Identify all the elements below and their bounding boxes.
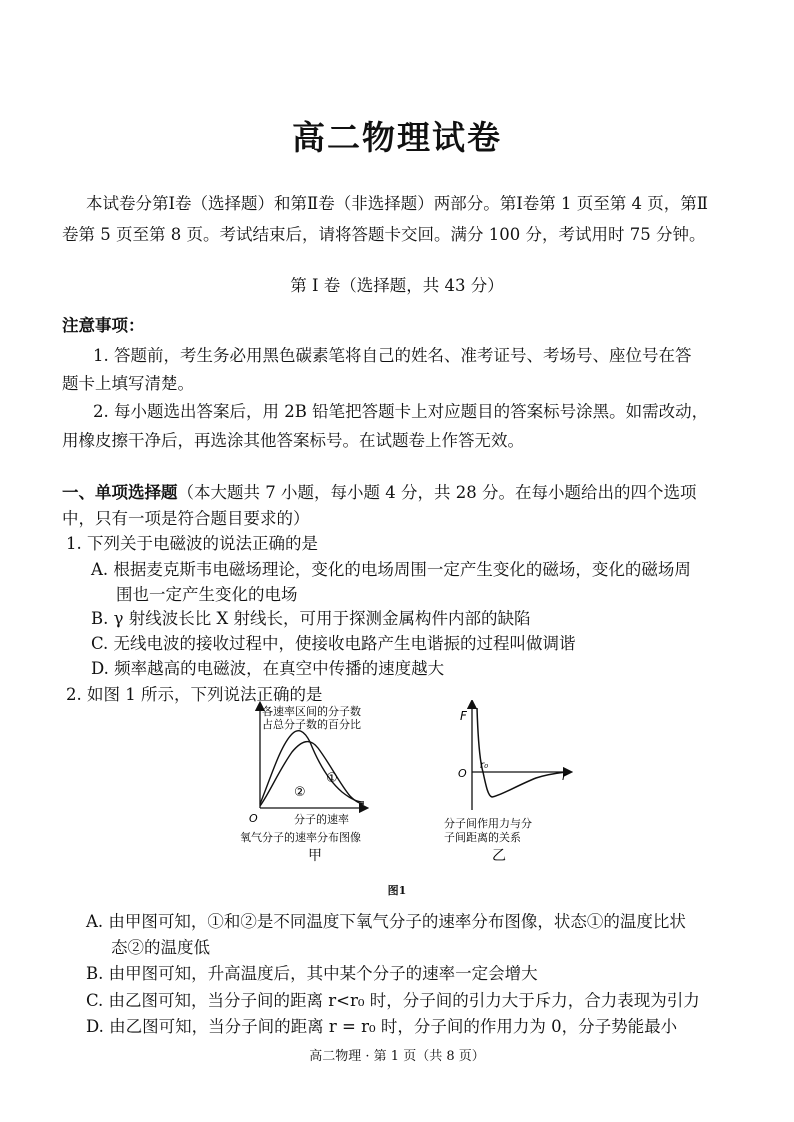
jia-curve-1-label: ① [326,771,338,786]
notes-heading: 注意事项： [62,316,145,335]
q1-option-a-line-1: A. 根据麦克斯韦电磁场理论，变化的电场周围一定产生变化的磁场，变化的磁场周 [91,560,691,579]
part-1-desc-2: 中，只有一项是符合题目要求的） [62,509,310,528]
q2-option-c: C. 由乙图可知，当分子间的距离 r<r₀ 时，分子间的引力大于斥力，合力表现为引力 [86,991,700,1010]
yi-name: 乙 [492,848,506,864]
jia-ylabel-line-2: 占总分子数的百分比 [262,718,361,731]
intro-line-2: 卷第 5 页至第 8 页。考试结束后，请将答题卡交回。满分 100 分，考试用时 75 分钟。 [62,225,706,244]
jia-origin: O [249,812,258,825]
yi-ylabel: F [460,709,467,723]
q1-option-b: B. γ 射线波长比 X 射线长，可用于探测金属构件内部的缺陷 [91,609,531,628]
q2-option-a-line-1: A. 由甲图可知，①和②是不同温度下氧气分子的速率分布图像，状态①的温度比状 [86,912,686,931]
section-title: 第 Ⅰ 卷（选择题，共 43 分） [290,276,504,295]
intro-line-1: 本试卷分第Ⅰ卷（选择题）和第Ⅱ卷（非选择题）两部分。第Ⅰ卷第 1 页至第 4 页，第Ⅱ [86,194,708,213]
jia-caption: 氧气分子的速率分布图像 [240,831,361,844]
yi-caption-line-2: 子间距离的关系 [444,831,521,844]
figure-yi [436,700,576,870]
yi-xlabel: r [562,770,567,783]
page-footer: 高二物理 · 第 1 页（共 8 页） [309,1049,485,1064]
q2-stem: 2. 如图 1 所示，下列说法正确的是 [66,685,323,704]
q1-stem: 1. 下列关于电磁波的说法正确的是 [66,534,318,553]
jia-curve-2-label: ② [294,785,306,800]
part-1-desc-1: （本大题共 7 小题，每小题 4 分，共 28 分。在每小题给出的四个选项 [177,483,697,502]
part-1-heading: 一、单项选择题 [62,483,178,502]
note-2-line-1: 2. 每小题选出答案后，用 2B 铅笔把答题卡上对应题目的答案标号涂黑。如需改动， [93,402,709,421]
page-title: 高二物理试卷 [292,118,502,157]
q1-option-d: D. 频率越高的电磁波，在真空中传播的速度越大 [91,659,445,678]
q1-option-a-line-2: 围也一定产生变化的电场 [116,585,298,604]
yi-force-curve [477,708,566,797]
figure-number: 图1 [387,884,407,897]
figure-jia [236,700,396,870]
note-1-line-2: 题卡上填写清楚。 [62,374,194,393]
yi-origin: O [458,767,467,780]
q2-option-a-line-2: 态②的温度低 [111,938,210,957]
yi-r0-label: r₀ [480,760,489,771]
q2-option-b: B. 由甲图可知，升高温度后，其中某个分子的速率一定会增大 [86,964,538,983]
jia-ylabel-line-1: 各速率区间的分子数 [262,705,361,718]
yi-caption-line-1: 分子间作用力与分 [444,817,532,830]
note-1-line-1: 1. 答题前，考生务必用黑色碳素笔将自己的姓名、准考证号、考场号、座位号在答 [93,346,692,365]
note-2-line-2: 用橡皮擦干净后，再选涂其他答案标号。在试题卷上作答无效。 [62,431,524,450]
q2-option-d: D. 由乙图可知，当分子间的距离 r = r₀ 时，分子间的作用力为 0，分子势能最小 [86,1017,678,1036]
jia-name: 甲 [308,848,322,864]
q1-option-c: C. 无线电波的接收过程中，使接收电路产生电谐振的过程叫做调谐 [91,634,576,653]
jia-xlabel: 分子的速率 [294,813,349,826]
